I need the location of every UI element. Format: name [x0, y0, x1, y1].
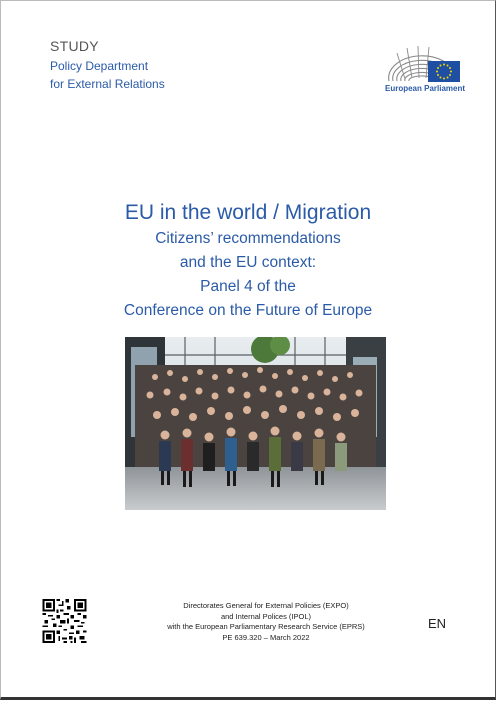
footer-line-3: with the European Parliamentary Research Service (EPRS)	[167, 622, 365, 631]
language-code: EN	[428, 616, 447, 631]
footer-line-4: PE 639.320 – March 2022	[222, 632, 310, 642]
department-line-1: Policy Department	[50, 59, 149, 73]
footer-line-2: and Internal Polices (IPOL)	[220, 611, 312, 621]
subtitle-line-2: and the EU context:	[179, 254, 317, 271]
logo-caption: European Parliament	[385, 84, 466, 93]
subtitle-line-4: Conference on the Future of Europe	[123, 302, 373, 319]
qr-code-icon	[41, 599, 88, 643]
subtitle-line-3: Panel 4 of the	[200, 278, 296, 295]
department-line-2: for External Relations	[50, 77, 165, 91]
title-block	[1, 199, 495, 323]
footer-line-1: Directorates General for External Policies (EXPO)	[183, 601, 349, 610]
footer-credits	[121, 601, 411, 643]
subtitle-line-1: Citizens’ recommendations	[155, 230, 341, 247]
group-photo	[125, 337, 386, 510]
main-title: EU in the world / Migration	[124, 201, 372, 224]
document-type: STUDY	[50, 38, 99, 54]
